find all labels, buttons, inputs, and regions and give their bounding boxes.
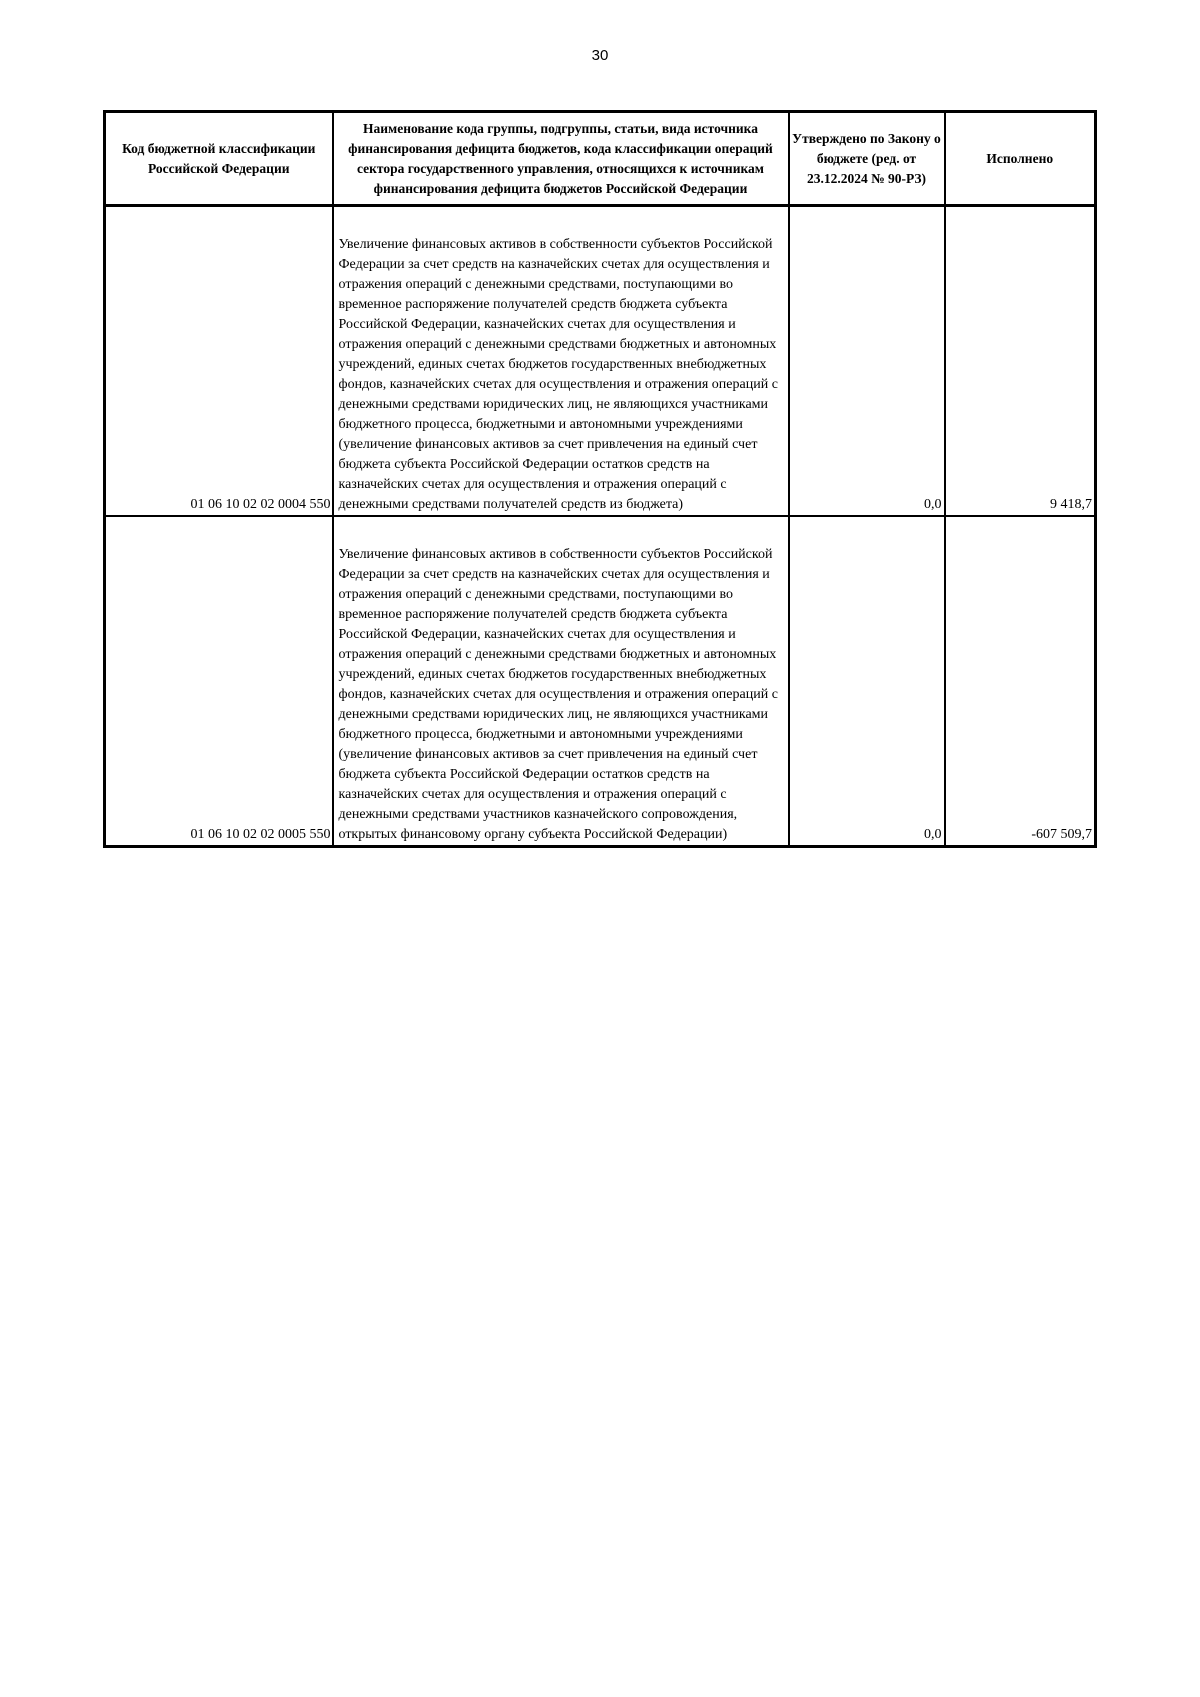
row-approved: 0,0 (789, 516, 945, 847)
table-header (105, 112, 1096, 206)
table-row (105, 206, 1096, 517)
header-row (105, 112, 1096, 206)
table-row (105, 516, 1096, 847)
budget-sources-table (103, 110, 1097, 848)
row-name: Увеличение финансовых активов в собственности субъектов Российской Федерации за счет средств на казначейских счетах для осуществления и отражения операций с денежными средствами, поступающими во временное распоряжение получателей средств бюджета субъекта Российской Федерации, казначейских счетах для осуществления и отражения операций с денежными средствами бюджетных и автономных учреждений, единых счетах бюджетов государственных внебюджетных фондов, казначейских счетах для осуществления и отражения операций с денежными средствами юридических лиц, не являющихся участниками бюджетного процесса, бюджетными и автономными учреждениями (увеличение финансовых активов за счет привлечения на единый счет бюджета субъекта Российской Федерации остатков средств на казначейских счетах для осуществления и отражения операций с денежными средствами получателей средств из бюджета) (333, 206, 789, 517)
header-approved (789, 112, 945, 206)
header-approved-text: Утверждено по Закону о бюджете (ред. от 23.12.2024 № 90-РЗ) (792, 130, 941, 186)
row-name: Увеличение финансовых активов в собственности субъектов Российской Федерации за счет средств на казначейских счетах для осуществления и отражения операций с денежными средствами, поступающими во временное распоряжение получателей средств бюджета субъекта Российской Федерации, казначейских счетах для осуществления и отражения операций с денежными средствами бюджетных и автономных учреждений, единых счетах бюджетов государственных внебюджетных фондов, казначейских счетах для осуществления и отражения операций с денежными средствами юридических лиц, не являющихся участниками бюджетного процесса, бюджетными и автономными учреждениями (увеличение финансовых активов за счет привлечения на единый счет бюджета субъекта Российской Федерации остатков средств на казначейских счетах для осуществления и отражения операций с денежными средствами участников казначейского сопровождения, открытых финансовому органу субъекта Российской Федерации) (333, 516, 789, 847)
header-name (333, 112, 789, 206)
row-code: 01 06 10 02 02 0005 550 (105, 516, 333, 847)
row-approved: 0,0 (789, 206, 945, 517)
row-executed: -607 509,7 (945, 516, 1096, 847)
header-code-text: Код бюджетной классификации Российской Федерации (122, 140, 316, 176)
page-number: 30 (591, 47, 609, 64)
table-body (105, 206, 1096, 847)
row-executed: 9 418,7 (945, 206, 1096, 517)
header-name-text: Наименование кода группы, подгруппы, статьи, вида источника финансирования дефицита бюджетов, кода классификации операций сектора государственного управления, относящихся к источникам финансирования дефицита бюджетов Российской Федерации (348, 120, 773, 196)
row-code: 01 06 10 02 02 0004 550 (105, 206, 333, 517)
header-executed-text: Исполнено (986, 150, 1054, 166)
header-executed (945, 112, 1096, 206)
header-code (105, 112, 333, 206)
